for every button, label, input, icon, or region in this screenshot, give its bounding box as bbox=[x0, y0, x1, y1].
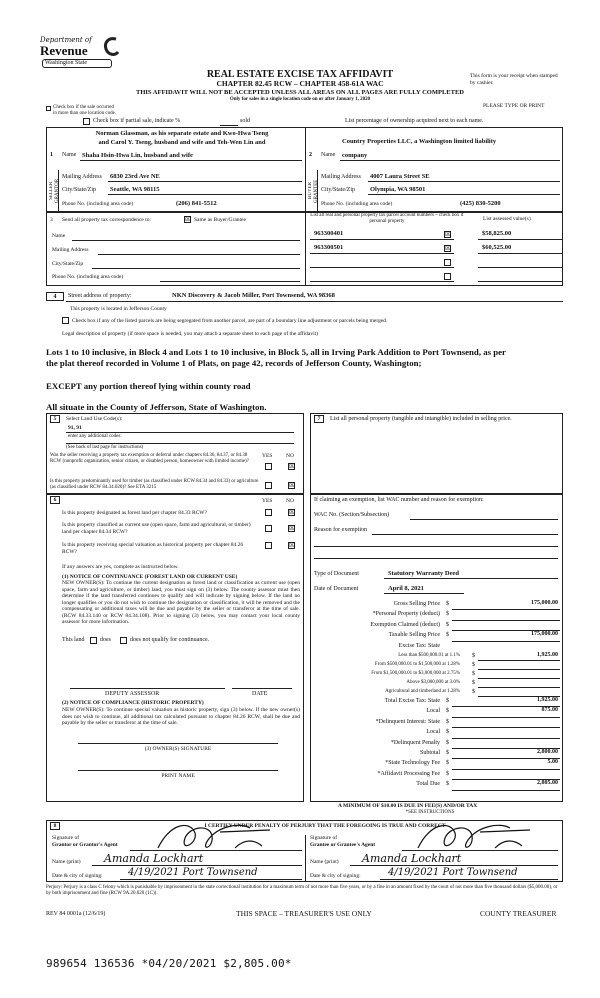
treasurer-stamp: 989654 136536 *04/20/2021 $2,805.00* bbox=[46, 957, 292, 970]
grantee-date: 4/19/2021 Port Townsend bbox=[388, 867, 518, 878]
receipt-note: This form is your receipt when stamped by cashier. bbox=[470, 73, 558, 86]
s5-q2-yes-checkbox[interactable] bbox=[265, 482, 272, 489]
corr-mailing-label: Mailing Address bbox=[52, 247, 89, 253]
legal-label: Legal description of property (if more space is needed, you may attach a separate sheet to each page of the affidavit) bbox=[62, 331, 318, 337]
seller-mailing: 6830 23rd Ave NE bbox=[110, 173, 160, 180]
seller-city: Seattle, WA 98115 bbox=[110, 186, 160, 193]
tax-row bbox=[312, 642, 562, 652]
land-does-not-checkbox[interactable] bbox=[120, 637, 127, 644]
doc-type-label: Type of Document bbox=[314, 571, 359, 577]
grantee-sig-label-1: Signature of bbox=[310, 835, 338, 841]
property-number: 4 bbox=[46, 292, 64, 301]
personal-property-checkbox[interactable] bbox=[444, 273, 451, 280]
tax-row-value: 1,925.00 bbox=[537, 652, 558, 658]
seller-mailing-label: Mailing Address bbox=[62, 174, 102, 180]
parcel-number: 963300401 bbox=[314, 230, 344, 237]
buyer-number: 2 bbox=[309, 152, 312, 158]
seller-phone-label: Phone No. (including area code) bbox=[62, 201, 134, 207]
section-5-number: 5 bbox=[50, 415, 60, 423]
grantor-sig-label-2: Grantor or Grantor's Agent bbox=[52, 842, 118, 848]
partial-sale-sold: sold bbox=[240, 118, 251, 124]
deputy-date-label: DATE bbox=[252, 691, 268, 697]
logo-line-3: Washington State bbox=[42, 59, 112, 68]
tax-row bbox=[312, 631, 562, 641]
tax-row-label: Local bbox=[426, 708, 440, 715]
seller-name-3: Shaha Hsin-Hwa Lin, husband and wife bbox=[82, 152, 193, 159]
tax-row-currency: $ bbox=[446, 718, 449, 725]
seller-phone: (206) 841-5512 bbox=[176, 200, 217, 207]
assessed-value: $58,825.00 bbox=[482, 230, 512, 237]
tax-row-value: 1,925.00 bbox=[537, 697, 558, 703]
logo-line-1: Department of bbox=[40, 36, 92, 44]
ownership-note: List percentage of ownership acquired next to each name. bbox=[345, 118, 484, 124]
tax-row bbox=[312, 661, 562, 670]
seller-name-1: Norman Glassman, as his separate estate and Kwo-Hwa Tseng bbox=[95, 130, 269, 137]
tax-row-currency: $ bbox=[446, 601, 449, 607]
s6-question-2: Is this property classified as current use (open space, farm and agricultural, or timber) land per chapter 84.34 RCW? bbox=[62, 522, 251, 535]
tax-row-currency: $ bbox=[446, 750, 449, 756]
s6-q1-no-checkbox[interactable]: ☒ bbox=[289, 508, 295, 516]
tax-row-value: 175,000.00 bbox=[531, 600, 558, 606]
corr-phone-label: Phone No. (including area code) bbox=[52, 274, 124, 280]
land-does-not-label: does not qualify for continuance. bbox=[130, 637, 210, 643]
parcel-number: 963300501 bbox=[314, 244, 344, 251]
print-name-label: PRINT NAME bbox=[161, 773, 195, 779]
deputy-assessor-label: DEPUTY ASSESSOR bbox=[105, 691, 160, 697]
buyer-phone: (425) 830-5200 bbox=[460, 200, 501, 207]
partial-sale-label: Check box if partial sale, indicate % bbox=[93, 118, 181, 124]
seller-number: 1 bbox=[50, 152, 53, 158]
segregation-label: Check box if any of the listed parcels are being segregated from another parcel, are part of a boundary line adjustment or parcels being merged. bbox=[72, 318, 388, 324]
s6-no-header: NO bbox=[286, 498, 294, 504]
tax-row-currency: $ bbox=[472, 680, 475, 686]
legal-line-1: Lots 1 to 10 inclusive, in Block 4 and Lots 1 to 10 inclusive, in Block 5, all in Irving Park Addition to Port Townsend, as per bbox=[46, 347, 506, 357]
if-yes-note: If any answers are yes, complete as instructed below. bbox=[62, 564, 179, 570]
buyer-side-label: BUYER GRANTEE bbox=[308, 179, 319, 203]
personal-property-checkbox[interactable]: ☒ bbox=[445, 230, 451, 238]
tax-row-currency: $ bbox=[446, 708, 449, 715]
tax-row bbox=[312, 697, 562, 707]
tax-row bbox=[312, 718, 562, 728]
exemption-text: If claiming an exemption, list WAC number and reason for exemption: bbox=[314, 497, 484, 503]
s6-question-3: Is this property receiving special valuation as historical property per chapter 84.26 RCW? bbox=[62, 542, 244, 555]
tax-row-currency: $ bbox=[446, 781, 449, 788]
tax-row bbox=[312, 670, 562, 679]
owner-signature-label: (3) OWNER(S) SIGNATURE bbox=[144, 746, 212, 752]
tax-row-currency: $ bbox=[446, 698, 449, 704]
s6-question-1: Is this property designated as forest land per chapter 84.33 RCW? bbox=[62, 510, 207, 516]
tax-row-label: Total Excise Tax: State bbox=[384, 698, 440, 704]
buyer-city: Olympia, WA 98501 bbox=[370, 186, 426, 193]
seller-side-label: SELLER GRANTOR bbox=[49, 178, 60, 204]
dor-seal-icon bbox=[102, 36, 120, 58]
tax-row-label: Subtotal bbox=[419, 750, 440, 756]
seller-name-2: and Carol Y. Tseng, husband and wife and Teh-Wen Lin and bbox=[98, 139, 266, 146]
grantee-name-label: Name (print) bbox=[310, 859, 339, 865]
land-use-label: Select Land Use Code(s): bbox=[66, 416, 123, 422]
print-note: PLEASE TYPE OR PRINT bbox=[483, 103, 545, 109]
tax-row-value: 2,805.00 bbox=[537, 780, 558, 787]
buyer-name-1: Country Properties LLC, a Washington limited liability bbox=[342, 138, 497, 145]
s6-q1-yes-checkbox[interactable] bbox=[265, 509, 272, 516]
tax-row-value: 5.00 bbox=[547, 759, 558, 766]
grantee-date-label: Date & city of signing: bbox=[310, 873, 361, 879]
form-title: REAL ESTATE EXCISE TAX AFFIDAVIT bbox=[206, 69, 394, 80]
notice-2-title: (2) NOTICE OF COMPLIANCE (HISTORIC PROPERTY) bbox=[62, 700, 204, 706]
multi-location-label-2: in more than one location code. bbox=[53, 111, 117, 116]
additional-codes: enter any additional codes: bbox=[68, 434, 122, 439]
tax-row-label: *Affidavit Processing Fee bbox=[377, 770, 440, 777]
s5-question-2: Is this property predominantly used for timber (as classified under RCW 84.34 and 84.33) or agriculture (as classified under RCW 84.34.020)? See ETA 3215 bbox=[50, 479, 259, 490]
land-does-checkbox[interactable] bbox=[90, 637, 97, 644]
parcel-row bbox=[310, 229, 562, 242]
notice-1-title: (1) NOTICE OF CONTINUANCE (FOREST LAND OR CURRENT USE) bbox=[62, 574, 238, 580]
corr-name-label: Name bbox=[52, 233, 66, 239]
tax-row-label: Total Due bbox=[416, 781, 440, 788]
county-line: This property is located in Jefferson County bbox=[70, 306, 167, 312]
legal-line-2: the plat thereof recorded in Volume 1 of Plats, on page 42, records of Jefferson County, Washington; bbox=[46, 358, 422, 368]
same-as-buyer-label: Same as Buyer/Grantee bbox=[194, 217, 246, 223]
land-does-label: does bbox=[100, 637, 111, 643]
notice-2-text: NEW OWNER(S): To continue special valuation as historic property, sign (3) below. If the new owner(s) does not wish to continue, all additional tax calculated pursuant to chapter 84.26 RCW, shall be due and payable by the seller or transferor at the time of sale. bbox=[62, 707, 300, 726]
street-label: Street address of property: bbox=[68, 293, 132, 299]
tax-row-currency: $ bbox=[472, 671, 475, 677]
buyer-name-label: Name bbox=[321, 152, 336, 158]
s5-no-header: NO bbox=[286, 453, 294, 459]
correspondence-text: Send all property tax correspondence to: bbox=[62, 217, 152, 223]
partial-sale-checkbox[interactable] bbox=[83, 118, 90, 125]
grantor-date: 4/19/2021 Port Townsend bbox=[128, 867, 258, 878]
tax-row bbox=[312, 652, 562, 661]
tax-row-label: Exemption Claimed (deduct) bbox=[370, 621, 440, 628]
dor-logo bbox=[38, 34, 122, 74]
tax-row-label: Taxable Selling Price bbox=[388, 632, 440, 639]
personal-property-checkbox[interactable]: ☒ bbox=[445, 244, 451, 252]
see-back: (See back of last page for instructions) bbox=[66, 445, 144, 450]
tax-row-currency: $ bbox=[472, 689, 475, 695]
corr-city-label: City/State/Zip bbox=[52, 261, 84, 267]
s5-q1-yes-checkbox[interactable] bbox=[265, 463, 272, 470]
land-use-value: 91, 91 bbox=[68, 425, 82, 431]
tax-row bbox=[312, 739, 562, 749]
reason-label: Reason for exemption bbox=[314, 527, 367, 533]
s5-yes-header: YES bbox=[262, 453, 273, 459]
s6-q2-no-checkbox[interactable]: ☒ bbox=[289, 524, 295, 532]
tax-row-currency: $ bbox=[446, 621, 449, 628]
tax-row bbox=[312, 688, 562, 697]
buyer-mailing: 4007 Laura Street SE bbox=[370, 173, 430, 180]
parcel-list bbox=[310, 229, 562, 284]
doc-date: April 8, 2021 bbox=[388, 585, 424, 592]
grantor-date-label: Date & city of signing: bbox=[52, 873, 103, 879]
tax-row-value: 2,800.00 bbox=[537, 749, 558, 755]
rev-number: REV 84 0001a (12/6/19) bbox=[46, 911, 106, 917]
form-chapter: CHAPTER 82.45 RCW – CHAPTER 458-61A WAC bbox=[216, 79, 384, 88]
s6-q3-no-checkbox[interactable]: ☒ bbox=[289, 541, 295, 549]
buyer-name-2: company bbox=[342, 152, 368, 159]
s5-question-1: Was the seller receiving a property tax exemption or deferral under chapters 84.36, 84.37, or 84.38 RCW (nonprofit organization, senior citizen, or disabled person, homeowner with limited income)? bbox=[50, 453, 249, 464]
tax-row-value: 175,000.00 bbox=[531, 631, 558, 638]
multi-location-label: Check box if the sale occurred bbox=[53, 105, 114, 110]
tax-calculation bbox=[312, 600, 562, 796]
tax-row-label: From $1,500,000.01 to $3,000,000 at 2.75% bbox=[371, 671, 460, 676]
tax-row-label: Above $3,000,000 at 3.0% bbox=[406, 680, 460, 685]
tax-row bbox=[312, 770, 562, 780]
s6-q3-yes-checkbox[interactable] bbox=[265, 542, 272, 549]
personal-property-checkbox[interactable] bbox=[444, 259, 451, 266]
tax-row bbox=[312, 600, 562, 610]
tax-row bbox=[312, 679, 562, 688]
tax-row bbox=[312, 621, 562, 631]
tax-row bbox=[312, 707, 562, 717]
tax-row-label: *Personal Property (deduct) bbox=[372, 611, 440, 618]
form-warning: THIS AFFIDAVIT WILL NOT BE ACCEPTED UNLESS ALL AREAS ON ALL PAGES ARE FULLY COMPLETED bbox=[136, 89, 464, 96]
grantee-sig-label-2: Grantee or Grantee's Agent bbox=[310, 842, 376, 848]
tax-row-label: Gross Selling Price bbox=[393, 601, 440, 607]
tax-row-label: Less than $500,000.01 at 1.1% bbox=[398, 653, 460, 658]
logo-line-2: Revenue bbox=[40, 43, 88, 58]
grantor-sig-label-1: Signature of bbox=[52, 835, 80, 841]
tax-row bbox=[312, 610, 562, 620]
buyer-city-label: City/State/Zip bbox=[321, 187, 355, 193]
certify-text: I CERTIFY UNDER PENALTY OF PERJURY THAT THE FOREGOING IS TRUE AND CORRECT bbox=[204, 823, 446, 829]
treasurer-space: THIS SPACE – TREASURER'S USE ONLY bbox=[236, 909, 372, 918]
tax-row-label: From $500,000.01 to $1,500,000 at 1.28% bbox=[375, 662, 460, 667]
buyer-phone-label: Phone No. (including area code) bbox=[321, 201, 393, 207]
same-as-buyer-checkbox[interactable]: ☒ bbox=[185, 215, 191, 223]
tax-row bbox=[312, 759, 562, 769]
section-8-number: 8 bbox=[50, 822, 60, 830]
parcel-row bbox=[310, 243, 562, 256]
doc-date-label: Date of Document bbox=[314, 586, 359, 592]
wac-label: WAC No. (Section/Subsection) bbox=[314, 512, 390, 518]
minimum-note: A MINIMUM OF $10.00 IS DUE IN FEE(S) AND/OR TAX bbox=[338, 803, 478, 809]
section-6-number: 6 bbox=[50, 496, 60, 504]
legal-line-4: All situate in the County of Jefferson, State of Washington. bbox=[46, 402, 267, 412]
tax-row-label: Excise Tax: State bbox=[398, 642, 440, 649]
notice-1-text: NEW OWNER(S): To continue the current designation as forest land or classification as current use (open space, farm and agriculture, or timber) land, you must sign on (3) below. The county assessor must then determine if the land transferred continues to qualify and will indicate by signing below. If the land no longer qualifies or you do not wish to continue the designation or classification, it will be removed and the compensating or additional taxes will be due and payable by the seller or transferor at the time of sale. (RCW 84.33.140 or RCW 84.34.108). Prior to signing (3) below, you may contact your local county assessor for more information. bbox=[62, 580, 300, 625]
tax-row bbox=[312, 780, 562, 790]
multi-location-checkbox[interactable] bbox=[46, 106, 51, 111]
assessed-value: $60,525.00 bbox=[482, 244, 512, 251]
correspondence-number: 3 bbox=[50, 217, 53, 223]
s6-q2-yes-checkbox[interactable] bbox=[265, 525, 272, 532]
county-treasurer: COUNTY TREASURER bbox=[480, 909, 557, 918]
see-instructions: *SEE INSTRUCTIONS bbox=[405, 810, 455, 815]
tax-row-label: Agricultural and timberland at 1.28% bbox=[385, 689, 460, 694]
perjury-text: Perjury: Perjury is a class C felony which is punishable by imprisonment in the state correctional institution for a maximum term of not more than five years, or by a fine in an amount fixed by the court of not more than five thousand dollars ($5,000.00), or by both imprisonment and fine (RCW 9A.20.020 (1C)). bbox=[46, 885, 558, 896]
grantor-name-label: Name (print) bbox=[52, 859, 81, 865]
tax-row-currency: $ bbox=[446, 739, 449, 746]
tax-row-currency: $ bbox=[472, 653, 475, 659]
buyer-mailing-label: Mailing Address bbox=[321, 174, 361, 180]
tax-row-value: 875.00 bbox=[541, 707, 558, 714]
street-address: NKN Discovery & Jacob Miller, Port Townsend, WA 98368 bbox=[172, 292, 335, 299]
grantor-name: Amanda Lockhart bbox=[104, 852, 204, 865]
s5-q1-no-checkbox[interactable]: ☒ bbox=[289, 462, 295, 470]
tax-row bbox=[312, 749, 562, 759]
grantee-name: Amanda Lockhart bbox=[362, 852, 462, 865]
tax-row-currency: $ bbox=[446, 611, 449, 618]
section-6-box bbox=[46, 494, 304, 802]
this-land-label: This land bbox=[62, 637, 85, 643]
s5-q2-no-checkbox[interactable]: ☒ bbox=[289, 481, 295, 489]
s6-yes-header: YES bbox=[262, 498, 273, 504]
tax-row-currency: $ bbox=[446, 632, 449, 639]
parcel-row bbox=[310, 257, 562, 270]
seller-city-label: City/State/Zip bbox=[62, 187, 96, 193]
assessed-header: List assessed value(s) bbox=[483, 216, 531, 222]
segregation-checkbox[interactable] bbox=[62, 317, 69, 324]
tax-row-label: *State Technology Fee bbox=[385, 760, 440, 767]
doc-type: Statutory Warranty Deed bbox=[388, 570, 460, 577]
legal-line-3: EXCEPT any portion thereof lying within county road bbox=[46, 381, 251, 391]
parcels-header: List all real and personal property tax parcel account numbers – check box if personal property bbox=[310, 213, 464, 224]
seller-name-label: Name bbox=[62, 152, 77, 158]
parcel-row bbox=[310, 271, 562, 284]
tax-row-label: *Delinquent Interest: State bbox=[375, 718, 440, 725]
tax-row-currency: $ bbox=[446, 760, 449, 767]
tax-row-currency: $ bbox=[446, 770, 449, 777]
tax-row-currency: $ bbox=[472, 662, 475, 668]
tax-row-label: *Delinquent Penalty bbox=[390, 739, 440, 746]
section-7-text: List all personal property (tangible and intangible) included in selling price. bbox=[330, 416, 512, 422]
section-7-box bbox=[310, 413, 563, 494]
tax-row-currency: $ bbox=[446, 729, 449, 736]
sales-note: Only for sales in a single location code on or after January 1, 2020 bbox=[229, 97, 371, 102]
section-7-number: 7 bbox=[314, 415, 324, 423]
tax-row bbox=[312, 728, 562, 738]
tax-row-label: Local bbox=[426, 729, 440, 736]
